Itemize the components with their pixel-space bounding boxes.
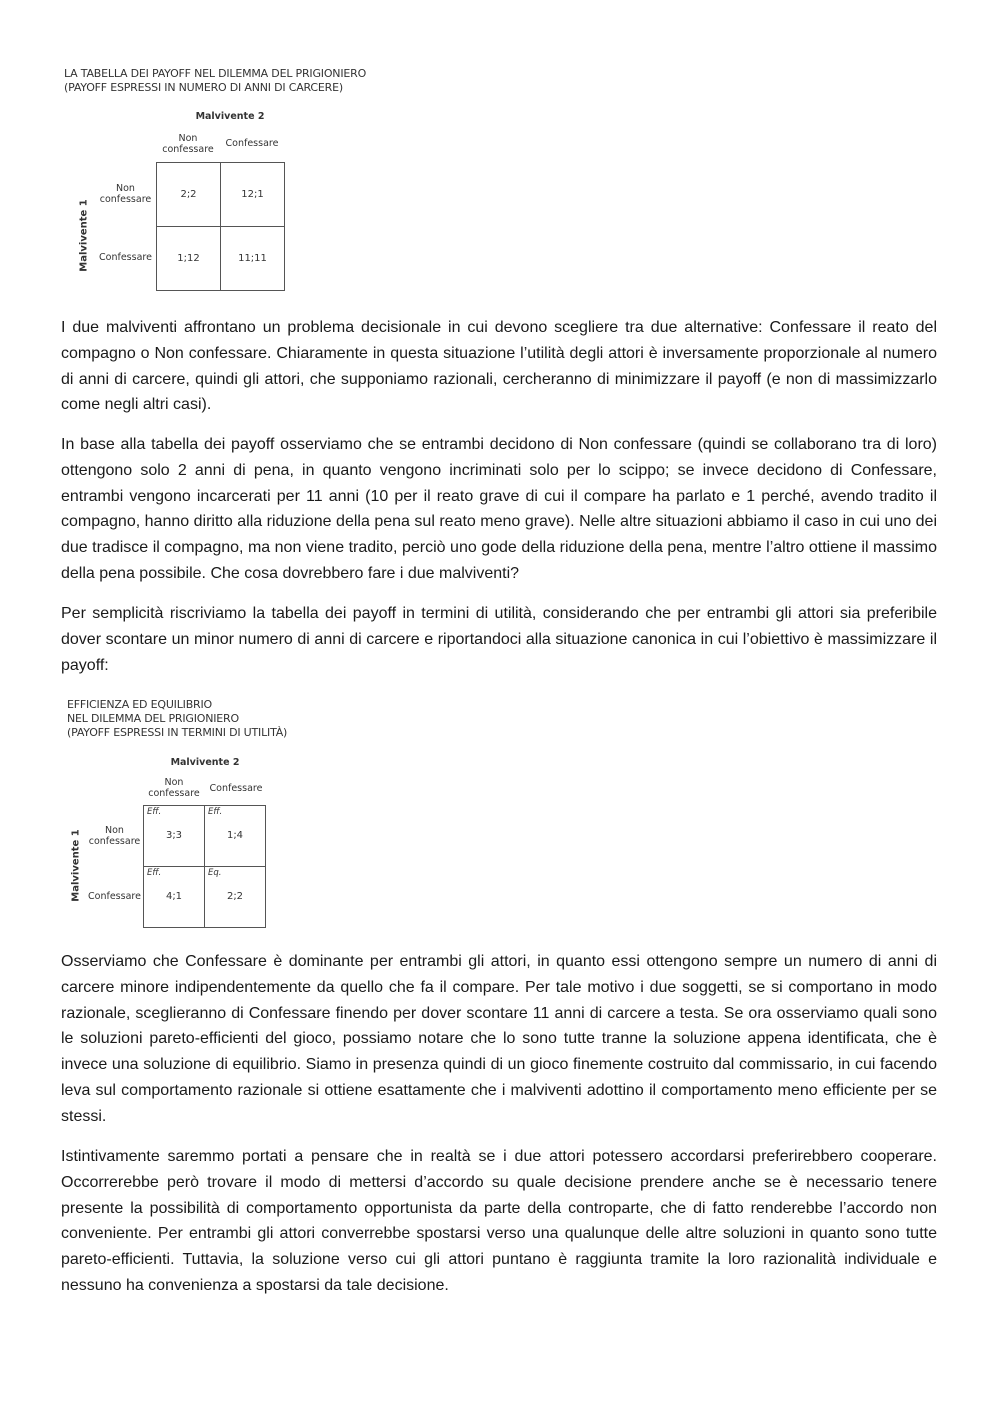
- figure2-title-line3: (PAYOFF ESPRESSI IN TERMINI DI UTILITÀ): [67, 726, 288, 739]
- paragraph-2: In base alla tabella dei payoff osserviamo che se entrambi decidono di Non confessare (quindi se collaborano tra di loro) ottengono solo 2 anni di pena, in quanto vengono incriminati solo per lo scippo; se invece decidono di Confessare, entrambi vengono incarcerati per 11 anni (10 per il reato grave di cui il compare ha parlato e 1 perché, avendo tradito il compagno, hanno diritto alla riduzione della pena sul reato meno grave). Nelle altre situazioni abbiamo il caso in cui uno dei due tradisce il compagno, ma non viene tradito, perciò uno gode della riduzione della pena, mentre l’altro ottiene il massimo della pena possibile. Che cosa dovrebbero fare i due malviventi?: [61, 436, 937, 582]
- figure2-title-line1: EFFICIENZA ED EQUILIBRIO: [67, 698, 212, 711]
- figure2-col-player: Malvivente 2: [170, 757, 240, 768]
- figure1-cell-1-0: 1;12: [156, 226, 221, 291]
- figure2-row-header-1: Confessare: [88, 891, 141, 902]
- figure2-cell-1-0: Eff. 4;1: [143, 866, 205, 928]
- figure1-row-player: Malvivente 1: [78, 199, 90, 272]
- figure1-cell-0-1: 12;1: [220, 162, 285, 227]
- paragraph-5: Istintivamente saremmo portati a pensare che in realtà se i due attori potessero accordarsi preferirebbero cooperare. Occorrerebbe però trovare il modo di mettersi d’accordo su quale decisione prendere anche se è necessario tenere presente la possibilità di comportamento opportunista da parte della controparte, che di fatto renderebbe l’accordo non conveniente. Per entrambi gli attori converrebbe spostarsi verso una qualunque delle altre soluzioni in quanto sono tutte pareto-efficienti. Tuttavia, la soluzione verso cui gli attori puntano è raggiunta tramite la loro razionalità individuale e nessuno ha convenienza a spostarsi da tale decisione.: [61, 1148, 937, 1294]
- paragraph-4: Osserviamo che Confessare è dominante per entrambi gli attori, in quanto essi ottengono sempre un numero di anni di carcere minore indipendentemente da quello che fa il compare. Per tale motivo i due soggetti, se si comportano in modo razionale, sceglieranno di Confessare finendo per dover scontare 11 anni di carcere a testa. Se ora osserviamo quali sono le soluzioni pareto-efficienti del gioco, possiamo notare che lo sono tutte tranne la soluzione appena identificata, che è invece una soluzione di equilibrio. Siamo in presenza quindi di un gioco finemente costruito dal commissario, in cui facendo leva sul comportamento razionale si ottiene esattamente che i malviventi adottino il comportamento meno efficiente per se stessi.: [61, 953, 937, 1125]
- figure2-cell-1-1: Eq. 2;2: [204, 866, 266, 928]
- payoff-table-years: [64, 67, 394, 292]
- paragraph-3: Per semplicità riscriviamo la tabella dei payoff in termini di utilità, considerando che per entrambi gli attori sia preferibile dover scontare un minor numero di anni di carcere e riportandoci alla situazione canonica in cui l’obiettivo è massimizzare il payoff:: [61, 605, 937, 674]
- figure1-title-line1: LA TABELLA DEI PAYOFF NEL DILEMMA DEL PRIGIONIERO: [64, 67, 367, 80]
- figure2-cell-0-0: Eff. 3;3: [143, 805, 205, 867]
- figure1-col-header-1: Confessare: [225, 138, 279, 149]
- figure2-cell-0-1: Eff. 1;4: [204, 805, 266, 867]
- figure1-col-header-0: Non confessare: [162, 133, 214, 155]
- figure2-col-header-1: Confessare: [209, 783, 263, 794]
- figure2-row-header-0: Non confessare: [88, 825, 141, 847]
- figure1-row-header-1: Confessare: [99, 252, 152, 263]
- figure1-title-line2: (PAYOFF ESPRESSI IN NUMERO DI ANNI DI CARCERE): [64, 81, 343, 94]
- figure1-cell-1-1: 11;11: [220, 226, 285, 291]
- figure2-title-line2: NEL DILEMMA DEL PRIGIONIERO: [67, 712, 239, 725]
- figure1-col-player: Malvivente 2: [195, 111, 265, 122]
- figure2-row-player: Malvivente 1: [70, 829, 82, 902]
- paragraph-1: I due malviventi affrontano un problema decisionale in cui devono scegliere tra due alternative: Confessare il reato del compagno o Non confessare. Chiaramente in questa situazione l’utilità degli attori è inversamente proporzionale al numero di anni di carcere, quindi gli attori, che supponiamo razionali, cercheranno di minimizzare il payoff (e non di massimizzarlo come negli altri casi).: [61, 319, 937, 414]
- figure1-cell-0-0: 2;2: [156, 162, 221, 227]
- figure1-row-header-0: Non confessare: [99, 183, 152, 205]
- figure2-col-header-0: Non confessare: [148, 777, 200, 799]
- payoff-table-utility: [67, 698, 367, 933]
